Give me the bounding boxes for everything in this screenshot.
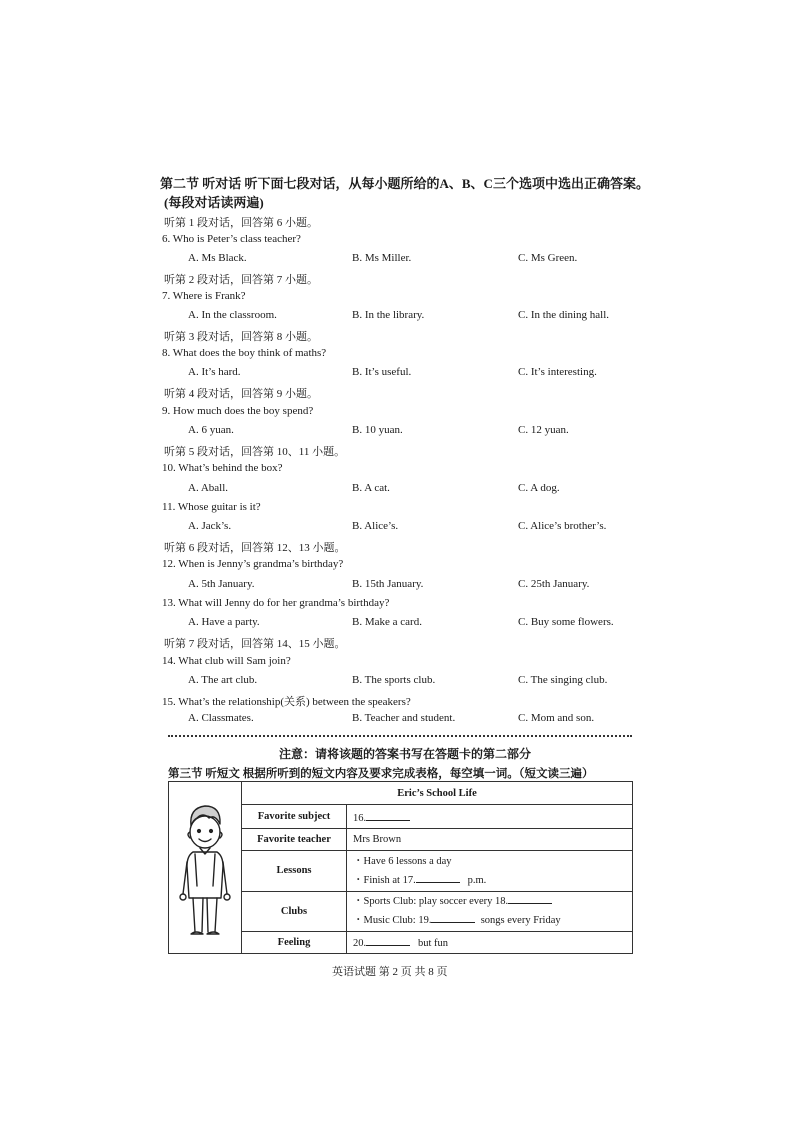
lessons-pm: p.m. — [467, 874, 487, 886]
option-a: A. Ms Black. — [188, 252, 247, 264]
option-c: C. 12 yuan. — [518, 424, 569, 436]
lessons-line-2 — [353, 871, 626, 890]
option-c: C. Mom and son. — [518, 712, 595, 724]
blank-16-number: 16. — [353, 812, 367, 824]
lessons-line-1: ・Have 6 lessons a day — [353, 855, 452, 867]
page-footer: 英语试题 第 2 页 共 8 页 — [332, 966, 448, 978]
option-a: A. It’s hard. — [188, 366, 241, 378]
dialogue-intro: 听第 2 段对话，回答第 7 小题。 — [164, 274, 318, 286]
favorite-subject-value — [347, 805, 633, 829]
option-c: C. Ms Green. — [518, 252, 578, 264]
option-b: B. Teacher and student. — [352, 712, 456, 724]
option-a: A. Classmates. — [188, 712, 254, 724]
option-a: A. Aball. — [188, 482, 229, 494]
section2-subtitle: (每段对话读两遍) — [164, 195, 264, 210]
dialogue-intro: 听第 6 段对话，回答第 12、13 小题。 — [164, 542, 346, 554]
feeling-but-fun: but fun — [418, 938, 449, 950]
clubs-songs: songs every Friday — [480, 915, 561, 927]
blank-18-number: ・Sports Club: play soccer every 18. — [353, 896, 509, 908]
option-c: C. Buy some flowers. — [518, 616, 614, 628]
option-a: A. 5th January. — [188, 578, 255, 590]
dotted-divider — [168, 735, 632, 737]
option-b: B. 15th January. — [352, 578, 424, 590]
favorite-teacher-label: Favorite teacher — [242, 829, 347, 851]
dialogue-intro: 听第 1 段对话，回答第 6 小题。 — [164, 217, 318, 229]
feeling-value — [347, 931, 633, 953]
lessons-label: Lessons — [242, 851, 347, 891]
option-b: B. In the library. — [352, 309, 425, 321]
feeling-label: Feeling — [242, 931, 347, 953]
eric-school-life-table — [168, 781, 633, 954]
option-c: C. A dog. — [518, 482, 560, 494]
blank-20-number: 20. — [353, 938, 367, 950]
option-c: C. In the dining hall. — [518, 309, 610, 321]
option-b: B. A cat. — [352, 482, 390, 494]
clubs-line-1 — [353, 892, 626, 911]
blank-19[interactable] — [431, 912, 475, 923]
section2-title: 第二节 听对话 听下面七段对话，从每小题所给的A、B、C三个选项中选出正确答案。 — [160, 176, 649, 191]
option-b: B. Make a card. — [352, 616, 422, 628]
option-c: C. The singing club. — [518, 674, 608, 686]
question-text: 14. What club will Sam join? — [162, 655, 291, 667]
option-b: B. Alice’s. — [352, 520, 399, 532]
section3-title: 第三节 听短文 根据所听到的短文内容及要求完成表格，每空填一词。（短文读三遍） — [168, 768, 594, 780]
question-text: 8. What does the boy think of maths? — [162, 347, 327, 359]
question-text: 13. What will Jenny do for her grandma’s birthday? — [162, 597, 390, 609]
question-text: 10. What’s behind the box? — [162, 462, 283, 474]
blank-19-number: ・Music Club: 19. — [353, 915, 432, 927]
answer-note: 注意：请将该题的答案书写在答题卡的第二部分 — [279, 747, 532, 761]
question-text: 15. What’s the relationship(关系) between the speakers? — [162, 696, 411, 708]
blank-17[interactable] — [416, 872, 460, 883]
blank-17-number: ・Finish at 17. — [353, 874, 416, 886]
favorite-subject-label: Favorite subject — [242, 805, 347, 829]
option-a: A. Jack’s. — [188, 520, 232, 532]
boy-illustration — [169, 782, 241, 950]
option-a: A. The art club. — [188, 674, 258, 686]
option-b: B. The sports club. — [352, 674, 436, 686]
option-c: C. It’s interesting. — [518, 366, 597, 378]
option-b: B. 10 yuan. — [352, 424, 403, 436]
blank-20[interactable] — [366, 935, 410, 946]
option-a: A. In the classroom. — [188, 309, 277, 321]
clubs-value — [347, 891, 633, 931]
clubs-label: Clubs — [242, 891, 347, 931]
dialogue-intro: 听第 5 段对话，回答第 10、11 小题。 — [164, 446, 346, 458]
option-b: B. Ms Miller. — [352, 252, 412, 264]
option-a: A. 6 yuan. — [188, 424, 234, 436]
lessons-value — [347, 851, 633, 891]
question-text: 9. How much does the boy spend? — [162, 405, 314, 417]
option-a: A. Have a party. — [188, 616, 260, 628]
question-text: 6. Who is Peter’s class teacher? — [162, 233, 301, 245]
question-text: 11. Whose guitar is it? — [162, 501, 261, 513]
option-c: C. Alice’s brother’s. — [518, 520, 607, 532]
question-text: 7. Where is Frank? — [162, 290, 246, 302]
question-text: 12. When is Jenny’s grandma’s birthday? — [162, 558, 344, 570]
boy-illustration-cell — [169, 782, 242, 954]
dialogue-intro: 听第 4 段对话，回答第 9 小题。 — [164, 388, 318, 400]
blank-18[interactable] — [508, 893, 552, 904]
favorite-teacher-value: Mrs Brown — [347, 829, 633, 851]
blank-16[interactable] — [366, 810, 410, 821]
table-heading: Eric’s School Life — [242, 782, 633, 805]
option-b: B. It’s useful. — [352, 366, 412, 378]
option-c: C. 25th January. — [518, 578, 590, 590]
dialogue-intro: 听第 3 段对话，回答第 8 小题。 — [164, 331, 318, 343]
clubs-line-2 — [353, 911, 626, 930]
dialogue-intro: 听第 7 段对话，回答第 14、15 小题。 — [164, 638, 346, 650]
